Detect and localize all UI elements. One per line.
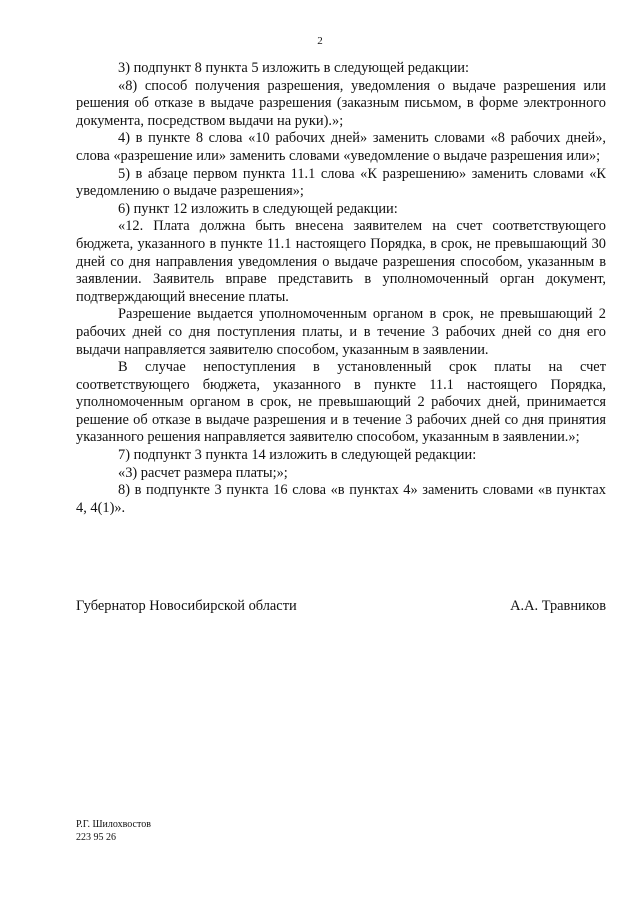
- signatory-name: А.А. Травников: [510, 598, 606, 614]
- paragraph-subpoint-5: 5) в абзаце первом пункта 11.1 слова «К разрешению» заменить словами «К уведомлению о выдаче разрешения»;: [76, 165, 606, 200]
- paragraph-permit-issuance: Разрешение выдается уполномоченным органом в срок, не превышающий 2 рабочих дней со дня поступления платы, и в течение 3 рабочих дней со дня его выдачи направляется заявителю способом, указанным в заявлении.: [76, 306, 606, 358]
- executor-phone: 223 95 26: [76, 832, 116, 843]
- paragraph-payment-calc: «3) расчет размера платы;»;: [118, 464, 288, 481]
- paragraph-subpoint-6: 6) пункт 12 изложить в следующей редакции:: [118, 200, 398, 217]
- paragraph-subpoint-7: 7) подпункт 3 пункта 14 изложить в следующей редакции:: [118, 447, 477, 464]
- signatory-position: Губернатор Новосибирской области: [76, 598, 297, 614]
- executor-name: Р.Г. Шилохвостов: [76, 819, 151, 830]
- paragraph-nonpayment: В случае непоступления в установленный срок платы на счет соответствующего бюджета, указанного в пункте 11.1 настоящего Порядка, уполномоченным органом в срок, не превышающий 2 рабочих дней, принимается решение об отказе в выдаче разрешения и в течение 3 рабочих дней со дня принятия указанного решения направляется заявителю способом, указанным в заявлении.»;: [76, 359, 606, 446]
- paragraph-subpoint-8: 8) в подпункте 3 пункта 16 слова «в пунктах 4» заменить словами «в пунктах 4, 4(1)».: [76, 482, 606, 516]
- paragraph-subpoint-3: 3) подпункт 8 пункта 5 изложить в следующей редакции:: [118, 60, 469, 76]
- executor-block: [76, 818, 151, 844]
- document-body: [76, 60, 606, 517]
- paragraph-point-12-text: «12. Плата должна быть внесена заявителем на счет соответствующего бюджета, указанного в пункте 11.1 настоящего Порядка, в срок, не превышающий 30 дней со дня направления уведомления о выдаче разрешения способом, указанным в заявлении. Заявитель вправе представить в уполномоченный орган документ, подтверждающий внесение платы.: [76, 218, 606, 305]
- signature-block: [76, 598, 606, 615]
- paragraph-subpoint-4: 4) в пункте 8 слова «10 рабочих дней» заменить словами «8 рабочих дней», слова «разрешение или» заменить словами «уведомление о выдаче разрешения или»;: [76, 130, 606, 164]
- page-number: 2: [317, 35, 323, 47]
- paragraph-subpoint-8-text: «8) способ получения разрешения, уведомления о выдаче разрешения или решения об отказе в выдаче разрешения (заказным письмом, в форме электронного документа, посредством выдачи на руки).»;: [76, 77, 606, 129]
